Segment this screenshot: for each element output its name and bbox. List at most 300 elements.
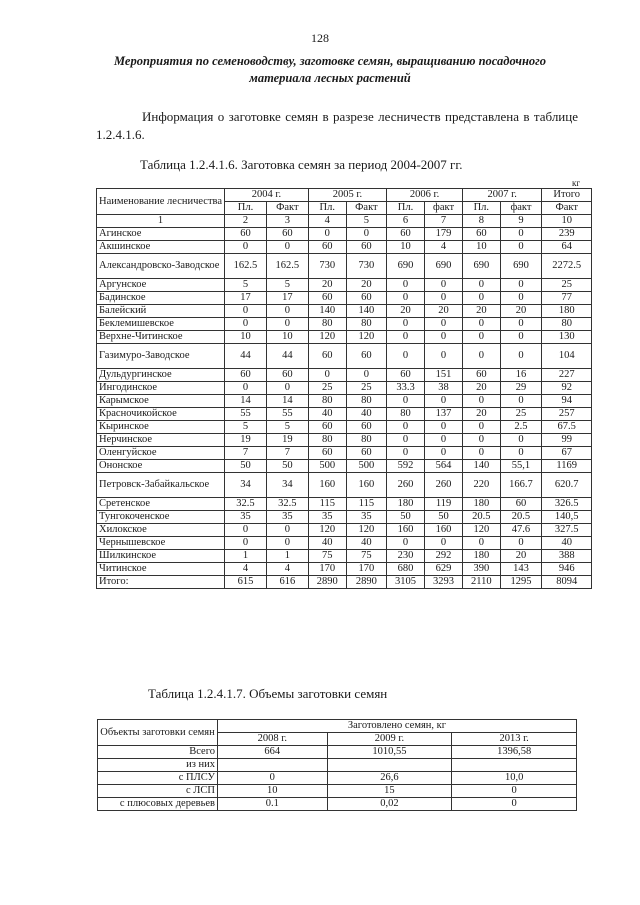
table-cell: 60 xyxy=(387,369,425,382)
table-cell: 615 xyxy=(225,576,267,589)
table-cell: 20.5 xyxy=(500,511,542,524)
table-row xyxy=(97,331,592,344)
column-number: 8 xyxy=(463,215,500,228)
table-cell: 50 xyxy=(387,511,425,524)
forestry-name: Аргунское xyxy=(97,279,225,292)
table-cell: 690 xyxy=(425,254,463,279)
table-cell: 120 xyxy=(346,524,386,537)
table-cell xyxy=(327,759,452,772)
table-cell: 60 xyxy=(225,369,267,382)
table-cell: 0 xyxy=(387,331,425,344)
table-row xyxy=(97,421,592,434)
table-cell: 680 xyxy=(387,563,425,576)
forestry-name: Карымское xyxy=(97,395,225,408)
intro-paragraph xyxy=(96,108,578,144)
forestry-name: Хилокское xyxy=(97,524,225,537)
table1-caption: Таблица 1.2.4.1.6. Заготовка семян за период 2004-2007 гг. xyxy=(140,157,463,172)
table-cell: 32.5 xyxy=(266,498,308,511)
table-cell: 60 xyxy=(308,421,346,434)
table-cell: 0 xyxy=(425,331,463,344)
table-cell: 0 xyxy=(425,537,463,550)
table-cell: 25 xyxy=(308,382,346,395)
table-cell: 1396,58 xyxy=(452,746,577,759)
table-cell: 160 xyxy=(387,524,425,537)
table-cell: 151 xyxy=(425,369,463,382)
table-cell: 0 xyxy=(425,434,463,447)
table-cell: 15 xyxy=(327,785,452,798)
header-sub: Пл. xyxy=(308,202,346,215)
forestry-name: Оленгуйское xyxy=(97,447,225,460)
table2-caption: Таблица 1.2.4.1.7. Объемы заготовки семян xyxy=(148,686,388,701)
table-cell: 179 xyxy=(425,228,463,241)
table-cell: 3105 xyxy=(387,576,425,589)
forestry-name: Кыринское xyxy=(97,421,225,434)
table-cell: 55,1 xyxy=(500,460,542,473)
table-row xyxy=(97,279,592,292)
table1-unit: кг xyxy=(572,178,581,188)
table-cell: 0 xyxy=(266,241,308,254)
table-cell: 120 xyxy=(308,331,346,344)
table-cell: 2890 xyxy=(308,576,346,589)
column-number: 9 xyxy=(500,215,542,228)
table-cell: 166.7 xyxy=(500,473,542,498)
table-cell: 162.5 xyxy=(225,254,267,279)
table-cell: 227 xyxy=(542,369,592,382)
column-number: 10 xyxy=(542,215,592,228)
forestry-name: Беклемишевское xyxy=(97,318,225,331)
table-cell: 104 xyxy=(542,344,592,369)
table-row xyxy=(98,798,577,811)
header-objects: Объекты заготовки семян xyxy=(98,720,218,746)
table-cell: 20 xyxy=(463,305,500,318)
table-cell: 0 xyxy=(218,772,328,785)
table-row xyxy=(98,746,577,759)
table-cell: 220 xyxy=(463,473,500,498)
table-row xyxy=(97,550,592,563)
table-cell: 170 xyxy=(308,563,346,576)
table-cell: 1295 xyxy=(500,576,542,589)
table-cell: 4 xyxy=(425,241,463,254)
table-cell: 180 xyxy=(463,550,500,563)
column-number: 4 xyxy=(308,215,346,228)
table-cell: 40 xyxy=(308,537,346,550)
table-cell: 2890 xyxy=(346,576,386,589)
table-cell: 99 xyxy=(542,434,592,447)
forestry-name: Сретенское xyxy=(97,498,225,511)
table-cell: 92 xyxy=(542,382,592,395)
table-cell: 327.5 xyxy=(542,524,592,537)
table-cell: 7 xyxy=(266,447,308,460)
table-cell: 40 xyxy=(308,408,346,421)
table-cell: 80 xyxy=(387,408,425,421)
forestry-name: Верхне-Читинское xyxy=(97,331,225,344)
table-cell: 0 xyxy=(425,279,463,292)
table-cell: 0 xyxy=(463,421,500,434)
table-cell: 730 xyxy=(308,254,346,279)
table-cell: 0 xyxy=(346,228,386,241)
table-cell: 230 xyxy=(387,550,425,563)
table-cell: 10 xyxy=(225,331,267,344)
table-cell: 260 xyxy=(425,473,463,498)
table-cell: 620.7 xyxy=(542,473,592,498)
table-cell: 946 xyxy=(542,563,592,576)
forestry-name: Ингодинское xyxy=(97,382,225,395)
table-cell: 10 xyxy=(387,241,425,254)
table-cell: 0 xyxy=(346,369,386,382)
table-cell: 137 xyxy=(425,408,463,421)
table-cell: 160 xyxy=(308,473,346,498)
header-sub: Пл. xyxy=(463,202,500,215)
table-cell: 180 xyxy=(463,498,500,511)
table-row xyxy=(97,369,592,382)
table-cell: 564 xyxy=(425,460,463,473)
table-cell: 0.1 xyxy=(218,798,328,811)
table-cell: 0,02 xyxy=(327,798,452,811)
forestry-name: Читинское xyxy=(97,563,225,576)
table-cell: 0 xyxy=(500,318,542,331)
header-sub: Пл. xyxy=(387,202,425,215)
table-cell: 140,5 xyxy=(542,511,592,524)
table-cell: 0 xyxy=(452,798,577,811)
table-cell: 0 xyxy=(387,395,425,408)
header-year: 2005 г. xyxy=(308,189,386,202)
seed-harvest-table xyxy=(96,188,592,589)
table-cell: 35 xyxy=(266,511,308,524)
table-row xyxy=(97,537,592,550)
object-name: с ПЛСУ xyxy=(98,772,218,785)
table-cell: 5 xyxy=(225,279,267,292)
table-cell: 20 xyxy=(463,408,500,421)
table-cell: 75 xyxy=(346,550,386,563)
table-cell: 67 xyxy=(542,447,592,460)
forestry-name: Дульдургинское xyxy=(97,369,225,382)
table-cell: 34 xyxy=(266,473,308,498)
header-total: Итого xyxy=(542,189,592,202)
table-cell: 20 xyxy=(308,279,346,292)
table-cell: 80 xyxy=(346,395,386,408)
table-cell: 0 xyxy=(463,395,500,408)
table-cell: 690 xyxy=(463,254,500,279)
table-cell: 260 xyxy=(387,473,425,498)
table-cell: 60 xyxy=(346,421,386,434)
table-cell: 80 xyxy=(346,318,386,331)
table-cell: 4 xyxy=(266,563,308,576)
table-row xyxy=(98,785,577,798)
header-sub: Факт xyxy=(266,202,308,215)
table-cell: 20 xyxy=(500,550,542,563)
table-cell: 77 xyxy=(542,292,592,305)
table-cell: 32.5 xyxy=(225,498,267,511)
table-cell: 50 xyxy=(425,511,463,524)
forestry-name: Газимуро-Заводское xyxy=(97,344,225,369)
table-cell: 38 xyxy=(425,382,463,395)
table-cell: 0 xyxy=(308,369,346,382)
table-cell: 20.5 xyxy=(463,511,500,524)
table-row xyxy=(97,292,592,305)
table-cell: 0 xyxy=(500,279,542,292)
header-year: 2008 г. xyxy=(218,733,328,746)
table-cell: 162.5 xyxy=(266,254,308,279)
table-row xyxy=(97,473,592,498)
table-cell: 0 xyxy=(387,537,425,550)
table-cell: 80 xyxy=(308,318,346,331)
object-name: Всего xyxy=(98,746,218,759)
header-year: 2006 г. xyxy=(387,189,463,202)
table-row xyxy=(97,305,592,318)
table-cell: 0 xyxy=(425,447,463,460)
table-cell: 67.5 xyxy=(542,421,592,434)
table-cell: 160 xyxy=(346,473,386,498)
table-cell: 10 xyxy=(266,331,308,344)
column-number: 3 xyxy=(266,215,308,228)
table-cell: 3293 xyxy=(425,576,463,589)
table-cell xyxy=(218,759,328,772)
header-sub: Пл. xyxy=(225,202,267,215)
header-name: Наименование лесничества xyxy=(97,189,225,215)
table-row xyxy=(97,241,592,254)
table-cell: 0 xyxy=(500,228,542,241)
table-cell: 0 xyxy=(387,318,425,331)
table-cell: 14 xyxy=(266,395,308,408)
table-cell: 5 xyxy=(266,279,308,292)
table-cell xyxy=(452,759,577,772)
table-cell: 2272.5 xyxy=(542,254,592,279)
table-cell: 690 xyxy=(387,254,425,279)
table-cell: 29 xyxy=(500,382,542,395)
table-cell: 1 xyxy=(266,550,308,563)
table-cell: 0 xyxy=(266,318,308,331)
header-year: 2013 г. xyxy=(452,733,577,746)
table-cell: 40 xyxy=(542,537,592,550)
table-cell: 0 xyxy=(463,537,500,550)
forestry-name: Чернышевское xyxy=(97,537,225,550)
table-row xyxy=(97,254,592,279)
table-cell: 5 xyxy=(266,421,308,434)
table-cell: 0 xyxy=(225,537,267,550)
table-cell: 80 xyxy=(308,395,346,408)
table-cell: 10 xyxy=(218,785,328,798)
table-cell: 140 xyxy=(463,460,500,473)
table-cell: 140 xyxy=(346,305,386,318)
table-cell: 25 xyxy=(346,382,386,395)
table-row xyxy=(97,563,592,576)
table-cell: 0 xyxy=(387,292,425,305)
table-cell: 616 xyxy=(266,576,308,589)
table-cell: 2110 xyxy=(463,576,500,589)
table-cell: 50 xyxy=(225,460,267,473)
table-cell: 20 xyxy=(500,305,542,318)
forestry-name: Итого: xyxy=(97,576,225,589)
table-cell: 1169 xyxy=(542,460,592,473)
table-cell: 19 xyxy=(225,434,267,447)
header-harvested: Заготовлено семян, кг xyxy=(218,720,577,733)
table-cell: 239 xyxy=(542,228,592,241)
table-cell: 690 xyxy=(500,254,542,279)
forestry-name: Ононское xyxy=(97,460,225,473)
table-cell: 0 xyxy=(225,241,267,254)
table-cell: 0 xyxy=(425,318,463,331)
table-cell: 0 xyxy=(463,318,500,331)
table-cell: 1 xyxy=(225,550,267,563)
table-cell: 60 xyxy=(500,498,542,511)
intro-text: Информация о заготовке семян в разрезе лесничеств представлена в таблице 1.2.4.1.6. xyxy=(96,109,578,142)
table-cell: 19 xyxy=(266,434,308,447)
table-cell: 40 xyxy=(346,408,386,421)
table-cell: 0 xyxy=(500,434,542,447)
table-cell: 0 xyxy=(387,344,425,369)
header-row-years xyxy=(97,189,592,202)
table-cell: 0 xyxy=(387,421,425,434)
page-number: 128 xyxy=(311,31,329,45)
table-cell: 25 xyxy=(500,408,542,421)
header-year: 2009 г. xyxy=(327,733,452,746)
table-cell: 120 xyxy=(346,331,386,344)
table-cell: 20 xyxy=(387,305,425,318)
table-cell: 0 xyxy=(225,524,267,537)
table-cell: 60 xyxy=(346,292,386,305)
table-cell: 292 xyxy=(425,550,463,563)
table-cell: 40 xyxy=(346,537,386,550)
table-cell: 0 xyxy=(500,447,542,460)
table-row xyxy=(97,524,592,537)
table-cell: 592 xyxy=(387,460,425,473)
table-cell: 119 xyxy=(425,498,463,511)
table-cell: 0 xyxy=(463,279,500,292)
table-cell: 257 xyxy=(542,408,592,421)
table-cell: 60 xyxy=(346,344,386,369)
table-cell: 0 xyxy=(452,785,577,798)
header-sub: Факт xyxy=(346,202,386,215)
table-cell: 20 xyxy=(346,279,386,292)
table-cell: 4 xyxy=(225,563,267,576)
table-cell: 94 xyxy=(542,395,592,408)
table-row xyxy=(97,318,592,331)
table-cell: 390 xyxy=(463,563,500,576)
table-cell: 64 xyxy=(542,241,592,254)
forestry-name: Красночикойское xyxy=(97,408,225,421)
table-cell: 0 xyxy=(500,292,542,305)
table-cell: 0 xyxy=(463,344,500,369)
table-cell: 0 xyxy=(387,279,425,292)
section-heading: Мероприятия по семеноводству, заготовке семян, выращиванию посадочного материала лесных растений xyxy=(113,54,547,85)
table-cell: 0 xyxy=(425,292,463,305)
header-sub: факт xyxy=(425,202,463,215)
object-name: с ЛСП xyxy=(98,785,218,798)
table-cell: 170 xyxy=(346,563,386,576)
table-cell: 0 xyxy=(266,537,308,550)
table-cell: 60 xyxy=(387,228,425,241)
table-cell: 500 xyxy=(346,460,386,473)
table-row xyxy=(97,382,592,395)
table-cell: 17 xyxy=(225,292,267,305)
header-year: 2004 г. xyxy=(225,189,309,202)
table-cell: 0 xyxy=(387,434,425,447)
table-cell: 0 xyxy=(425,344,463,369)
table-cell: 120 xyxy=(463,524,500,537)
table-row xyxy=(97,408,592,421)
table-cell: 60 xyxy=(308,292,346,305)
header-sub: факт xyxy=(500,202,542,215)
forestry-name: Шилкинское xyxy=(97,550,225,563)
object-name: из них xyxy=(98,759,218,772)
table-row xyxy=(97,395,592,408)
header-sub-total: Факт xyxy=(542,202,592,215)
table-cell: 629 xyxy=(425,563,463,576)
table-cell: 115 xyxy=(308,498,346,511)
table-cell: 0 xyxy=(463,447,500,460)
table-row xyxy=(97,228,592,241)
table-cell: 143 xyxy=(500,563,542,576)
table-cell: 34 xyxy=(225,473,267,498)
table-cell: 0 xyxy=(500,241,542,254)
table-cell: 0 xyxy=(463,331,500,344)
table-cell: 0 xyxy=(266,524,308,537)
forestry-name: Балейский xyxy=(97,305,225,318)
table-cell: 140 xyxy=(308,305,346,318)
column-number: 2 xyxy=(225,215,267,228)
table-cell: 17 xyxy=(266,292,308,305)
table-cell: 5 xyxy=(225,421,267,434)
table-cell: 33.3 xyxy=(387,382,425,395)
object-name: с плюсовых деревьев xyxy=(98,798,218,811)
forestry-name: Александровско-Заводское xyxy=(97,254,225,279)
column-number: 5 xyxy=(346,215,386,228)
forestry-name: Агинское xyxy=(97,228,225,241)
table-cell: 44 xyxy=(266,344,308,369)
table-cell: 35 xyxy=(308,511,346,524)
table-cell: 664 xyxy=(218,746,328,759)
table-cell: 60 xyxy=(346,241,386,254)
table-cell: 0 xyxy=(225,318,267,331)
table-cell: 0 xyxy=(387,447,425,460)
seed-volume-table xyxy=(97,719,577,811)
forestry-name: Акшинское xyxy=(97,241,225,254)
table-cell: 730 xyxy=(346,254,386,279)
table-cell: 60 xyxy=(266,369,308,382)
forestry-name: Петровск-Забайкальское xyxy=(97,473,225,498)
forestry-name: Нерчинское xyxy=(97,434,225,447)
table-cell: 2.5 xyxy=(500,421,542,434)
table-cell: 50 xyxy=(266,460,308,473)
table-cell: 60 xyxy=(463,228,500,241)
table-cell: 326.5 xyxy=(542,498,592,511)
table-cell: 500 xyxy=(308,460,346,473)
table-cell: 130 xyxy=(542,331,592,344)
table-cell: 16 xyxy=(500,369,542,382)
table-cell: 0 xyxy=(463,434,500,447)
table-cell: 120 xyxy=(308,524,346,537)
table-cell: 0 xyxy=(500,331,542,344)
table-cell: 115 xyxy=(346,498,386,511)
table-cell: 8094 xyxy=(542,576,592,589)
table-row xyxy=(97,460,592,473)
table-cell: 60 xyxy=(346,447,386,460)
table-cell: 55 xyxy=(225,408,267,421)
table-cell: 44 xyxy=(225,344,267,369)
table-cell: 10 xyxy=(463,241,500,254)
table-cell: 180 xyxy=(542,305,592,318)
table-cell: 0 xyxy=(500,537,542,550)
table-row xyxy=(97,576,592,589)
table-cell: 10,0 xyxy=(452,772,577,785)
table-cell: 60 xyxy=(308,447,346,460)
table-cell: 160 xyxy=(425,524,463,537)
table-cell: 80 xyxy=(308,434,346,447)
table-cell: 60 xyxy=(308,344,346,369)
table-cell: 0 xyxy=(463,292,500,305)
table-cell: 60 xyxy=(308,241,346,254)
table-cell: 0 xyxy=(500,344,542,369)
